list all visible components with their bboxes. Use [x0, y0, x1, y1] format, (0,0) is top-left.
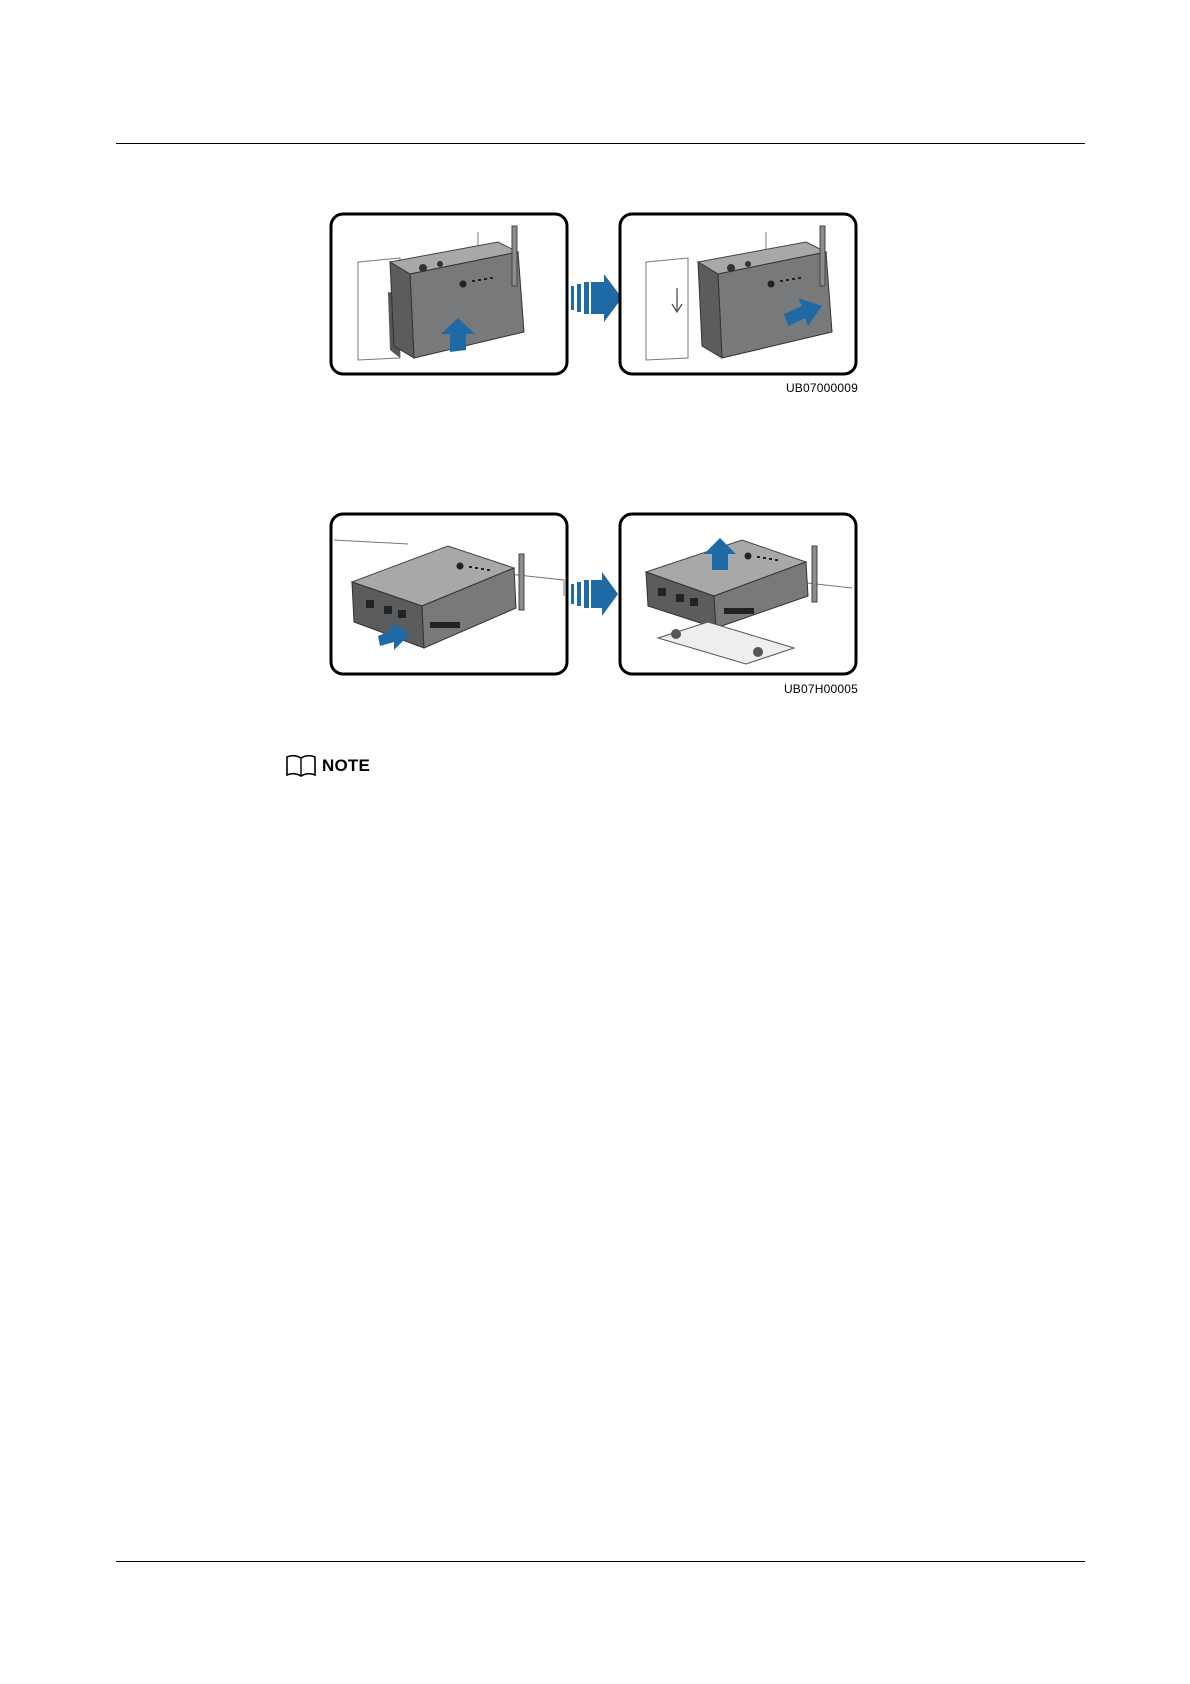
transition-arrow-icon [571, 274, 622, 322]
footer-rule [116, 1561, 1085, 1562]
figure-wall-removal [328, 210, 858, 400]
antenna [812, 546, 817, 602]
figure-plate-removal [328, 510, 858, 700]
book-icon [285, 754, 317, 778]
header-rule [116, 143, 1085, 144]
figure-plate-removal-illustration [328, 510, 858, 680]
antenna [519, 554, 524, 610]
antenna [512, 226, 517, 286]
figure-code: UB07H00005 [783, 682, 858, 696]
note-block [285, 752, 370, 780]
antenna [820, 226, 825, 286]
figure-wall-removal-illustration [328, 210, 858, 380]
figure-code: UB07000009 [785, 381, 858, 395]
transition-arrow-icon [571, 572, 618, 616]
note-label: NOTE [322, 756, 371, 775]
